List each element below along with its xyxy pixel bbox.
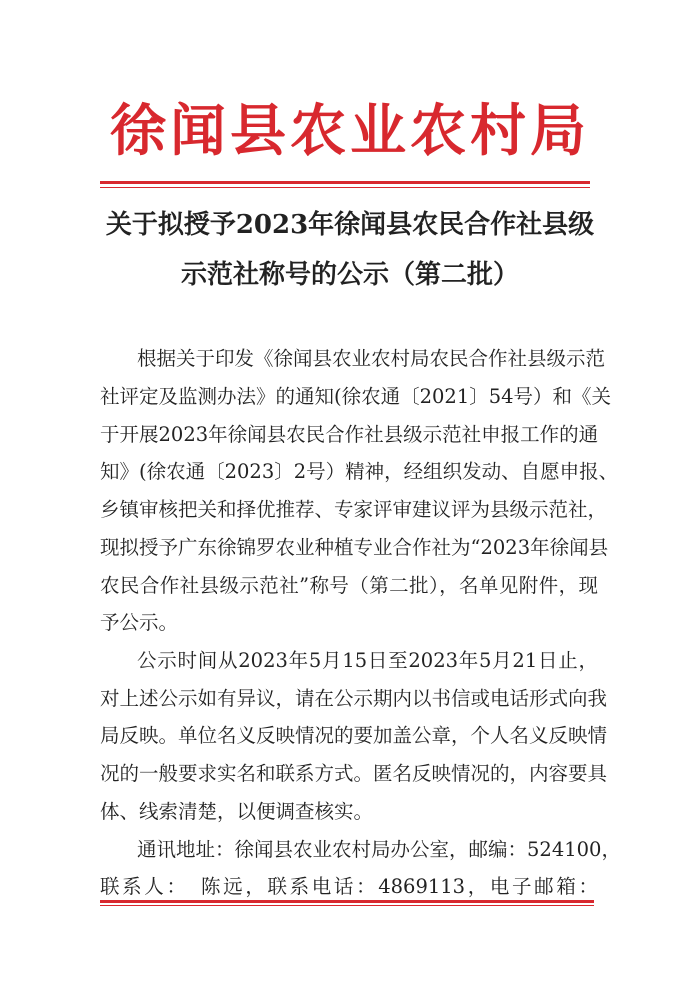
document-title-line-2: 示范社称号的公示（第二批） [180, 260, 519, 290]
text-line: 联系人： 陈远，联系电话：4869113，电子邮箱： [100, 875, 598, 898]
agency-masthead: 徐闻县农业农村局 [110, 98, 590, 164]
text-line: 于开展2023年徐闻县农民合作社县级示范社申报工作的通 [100, 423, 599, 446]
text-line: 社评定及监测办法》的通知(徐农通〔2021〕54号）和《关 [100, 385, 612, 408]
text-line: 知》(徐农通〔2023〕2号）精神，经组织发动、自愿申报、 [100, 460, 619, 483]
text-line: 根据关于印发《徐闻县农业农村局农民合作社县级示范 [137, 347, 606, 370]
text-line: 公示时间从2023年5月15日至2023年5月21日止， [137, 649, 598, 672]
text-line: 对上述公示如有异议，请在公示期内以书信或电话形式向我 [100, 687, 608, 710]
text-line: 农民合作社县级示范社”称号（第二批），名单见附件，现 [100, 574, 598, 597]
text-line: 通讯地址：徐闻县农业农村局办公室，邮编：524100， [137, 838, 621, 861]
text-line: 体、线索清楚，以便调查核实。 [100, 800, 374, 823]
footer-rule-thick [100, 900, 594, 903]
text-line: 现拟授予广东徐锦罗农业种植专业合作社为“2023年徐闻县 [100, 536, 609, 559]
text-line: 局反映。单位名义反映情况的要加盖公章，个人名义反映情 [100, 724, 608, 747]
text-line: 乡镇审核把关和择优推荐、专家评审建议评为县级示范社， [100, 498, 608, 521]
masthead-rule-thick [100, 181, 590, 184]
footer-rule-thin [100, 905, 594, 906]
text-line: 予公示。 [100, 611, 179, 634]
text-line: 况的一般要求实名和联系方式。匿名反映情况的，内容要具 [100, 762, 608, 785]
document-title-line-1: 关于拟授予2023年徐闻县农民合作社县级 [105, 210, 595, 240]
masthead-rule-thin [100, 187, 590, 188]
